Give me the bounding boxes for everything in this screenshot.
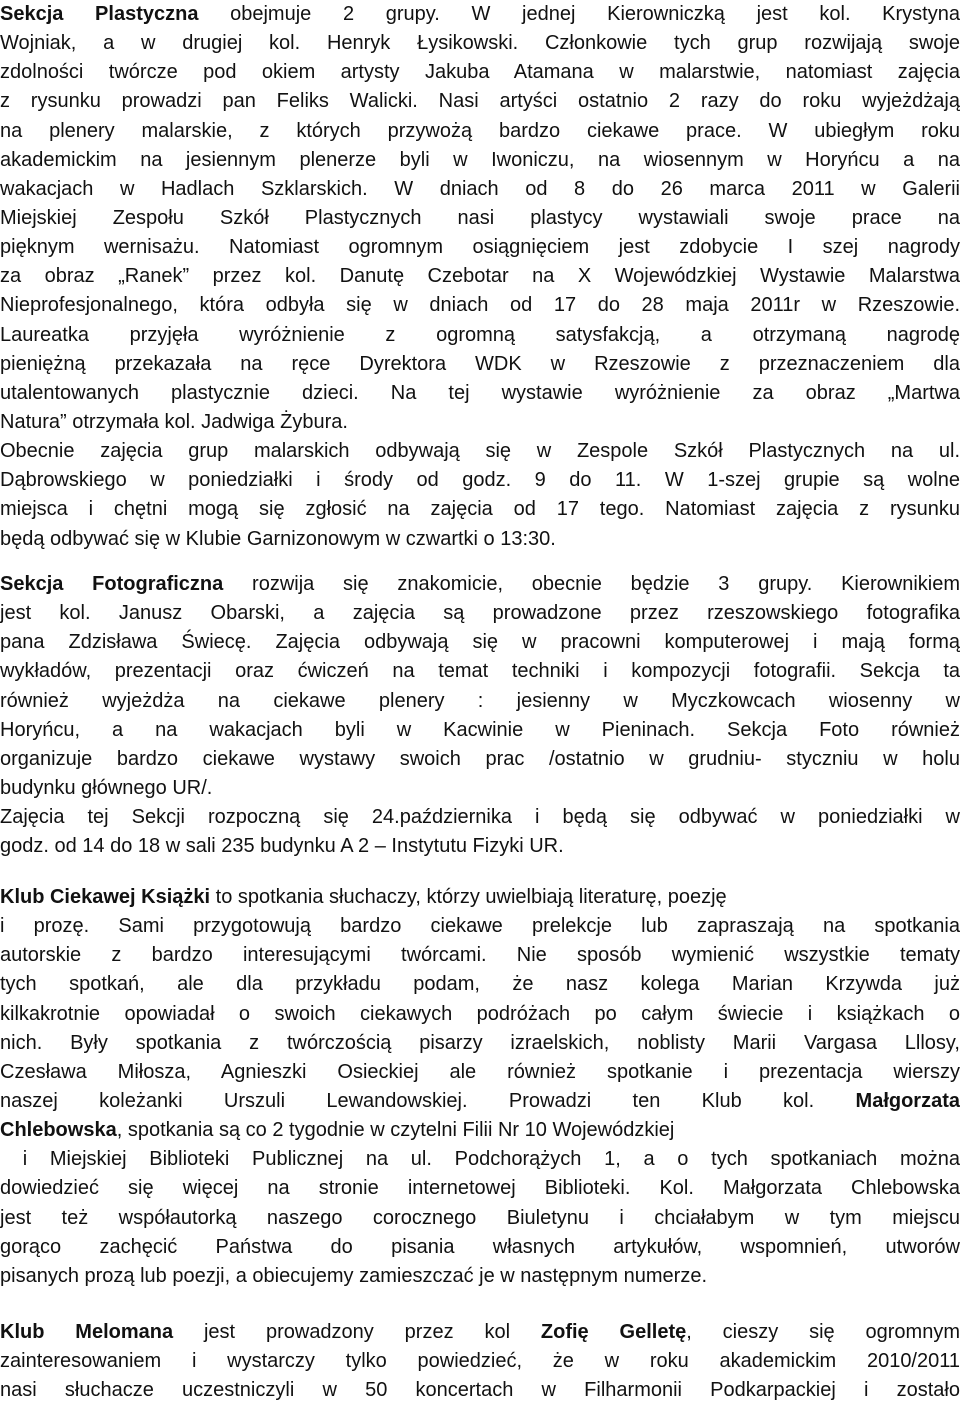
- text-line: [0, 437, 960, 466]
- text-line: [0, 117, 960, 146]
- text-line: [0, 970, 960, 999]
- text-run: i Miejskiej Biblioteki Publicznej na ul. Podchorążych 1, a o tych spotkaniach można: [0, 1148, 960, 1171]
- text-line: [0, 1174, 960, 1203]
- text-run: jest kol. Janusz Obarski, a zajęcia są prowadzone przez rzeszowskiego fotografika: [0, 602, 960, 625]
- text-run: godz. od 14 do 18 w sali 235 budynku A 2 – Instytutu Fizyki UR.: [0, 835, 564, 858]
- text-line: [0, 657, 960, 686]
- text-run: i prozę. Sami przygotowują bardzo ciekawe prelekcje lub zapraszają na spotkania: [0, 915, 960, 938]
- text-run: tych spotkań, ale dla przykładu podam, że nasz kolega Marian Krzywda już: [0, 973, 960, 996]
- text-run: również wyjeżdża na ciekawe plenery : jesienny w Myczkowcach wiosenny w: [0, 689, 960, 712]
- bold-phrase: Sekcja Fotograficzna: [0, 573, 224, 595]
- text-line: [0, 233, 960, 262]
- text-run: zainteresowaniem i wystarczy tylko powiedzieć, że w roku akademickim 2010/2011: [0, 1350, 960, 1373]
- text-line: [0, 1029, 960, 1058]
- text-run: pięknym wernisażu. Natomiast ogromnym osiągnięciem jest zdobycie I szej nagrody: [0, 236, 960, 259]
- text-line: [0, 1347, 960, 1376]
- text-run: Natura” otrzymała kol. Jadwiga Żybura.: [0, 410, 348, 433]
- text-line: [0, 687, 960, 716]
- paragraph-sekcja-fotograficzna: [0, 570, 960, 861]
- bold-phrase: Chlebowska: [0, 1119, 117, 1142]
- text-line: [0, 1262, 960, 1291]
- text-run: Wojniak, a w drugiej kol. Henryk Łysikowski. Członkowie tych grup rozwijają swoje: [0, 32, 960, 55]
- text-run: obejmuje 2 grupy. W jednej Kierowniczką jest kol. Krystyna: [198, 3, 960, 25]
- text-run: to spotkania słuchaczy, którzy uwielbiają literaturę, poezję: [210, 886, 727, 908]
- paragraph-klub-ciekawej-ksiazki: [0, 883, 960, 1291]
- bold-phrase: Małgorzata: [855, 1089, 960, 1112]
- text-line: [0, 1318, 960, 1347]
- text-line: [0, 941, 960, 970]
- text-run: Czesława Miłosza, Agnieszki Osieckiej ale również spotkanie i prezentacja wierszy: [0, 1060, 960, 1083]
- bold-phrase: Zofię Gelletę: [540, 1321, 687, 1343]
- text-line: [0, 321, 960, 350]
- text-run: Obecnie zajęcia grup malarskich odbywają się w Zespole Szkół Plastycznych na ul.: [0, 440, 960, 463]
- text-run: Horyńcu, a na wakacjach byli w Kacwinie w Pieninach. Sekcja Foto również: [0, 718, 960, 741]
- bold-phrase: Klub Ciekawej Książki: [0, 886, 211, 908]
- text-run: rozwija się znakomicie, obecnie będzie 3 grupy. Kierownikiem: [223, 573, 960, 595]
- text-line: [0, 1087, 960, 1116]
- text-run: organizuje bardzo ciekawe wystawy swoich prac /ostatnio w grudniu- styczniu w holu: [0, 747, 960, 770]
- bold-phrase: Sekcja Plastyczna: [0, 3, 199, 25]
- text-line: [0, 29, 960, 58]
- text-line: [0, 87, 960, 116]
- text-line: [0, 204, 960, 233]
- text-line: [0, 525, 960, 554]
- text-run: , cieszy się ogromnym: [686, 1321, 960, 1343]
- text-line: [0, 1000, 960, 1029]
- text-run: wakacjach w Hadlach Szklarskich. W dniach od 8 do 26 marca 2011 w Galerii: [0, 177, 960, 200]
- text-line: [0, 745, 960, 774]
- paragraph-sekcja-plastyczna: [0, 0, 960, 554]
- text-line: [0, 291, 960, 320]
- text-run: Miejskiej Zespołu Szkół Plastycznych nasi plastycy wystawiali swoje prace na: [0, 206, 960, 229]
- text-run: budynku głównego UR/.: [0, 776, 213, 799]
- text-run: będą odbywać się w Klubie Garnizonowym w czwartki o 13:30.: [0, 527, 556, 550]
- text-run: nich. Były spotkania z twórczością pisarzy izraelskich, noblisty Marii Vargasa Lllosy,: [0, 1031, 960, 1054]
- text-run: Dąbrowskiego w poniedziałki i środy od godz. 9 do 11. W 1-szej grupie są wolne: [0, 469, 960, 492]
- text-run: autorskie z bardzo interesującymi twórcami. Nie sposób wymienić wszystkie tematy: [0, 944, 960, 967]
- text-line: [0, 832, 960, 861]
- text-run: Laureatka przyjęła wyróżnienie z ogromną satysfakcją, a otrzymaną nagrodę: [0, 323, 960, 346]
- text-line: [0, 0, 960, 29]
- text-line: [0, 1376, 960, 1404]
- text-line: [0, 408, 960, 437]
- text-line: [0, 350, 960, 379]
- text-run: Nieprofesjonalnego, która odbyła się w dniach od 17 do 28 maja 2011r w Rzeszowie.: [0, 294, 960, 317]
- text-run: naszej koleżanki Urszuli Lewandowskiej. Prowadzi ten Klub kol.: [0, 1089, 856, 1112]
- bold-phrase: Klub Melomana: [0, 1321, 174, 1343]
- text-line: [0, 58, 960, 87]
- text-run: utalentowanych plastycznie dzieci. Na tej wystawie wyróżnienie za obraz „Martwa: [0, 381, 960, 404]
- text-run: akademickim na jesiennym plenerze byli w Iwoniczu, na wiosennym w Horyńcu a na: [0, 148, 960, 171]
- text-line: [0, 466, 960, 495]
- text-line: [0, 883, 960, 912]
- text-run: nasi słuchacze uczestniczyli w 50 koncertach w Filharmonii Podkarpackiej i zostało: [0, 1379, 960, 1402]
- text-line: [0, 1233, 960, 1262]
- text-line: [0, 379, 960, 408]
- text-run: miejsca i chętni mogą się zgłosić na zajęcia od 17 tego. Natomiast zajęcia z rysunku: [0, 498, 960, 521]
- text-line: [0, 1116, 960, 1145]
- text-run: na plenery malarskie, z których przywożą bardzo ciekawe prace. W ubiegłym roku: [0, 119, 960, 142]
- text-line: [0, 495, 960, 524]
- text-run: zdolności twórcze pod okiem artysty Jakuba Atamana w malarstwie, natomiast zajęcia: [0, 61, 960, 84]
- text-run: wykładów, prezentacji oraz ćwiczeń na temat techniki i kompozycji fotografii. Sekcja ta: [0, 660, 960, 683]
- text-line: [0, 1145, 960, 1174]
- text-line: [0, 1204, 960, 1233]
- text-run: jest prowadzony przez kol: [173, 1321, 541, 1343]
- text-run: pieniężną przekazała na ręce Dyrektora WDK w Rzeszowie z przeznaczeniem dla: [0, 352, 960, 375]
- text-line: [0, 803, 960, 832]
- text-run: gorąco zachęcić Państwa do pisania własnych artykułów, wspomnień, utworów: [0, 1235, 960, 1258]
- text-line: [0, 599, 960, 628]
- text-line: [0, 716, 960, 745]
- text-line: [0, 570, 960, 599]
- paragraph-klub-melomana: [0, 1318, 960, 1404]
- text-run: za obraz „Ranek” przez kol. Danutę Czebotar na X Wojewódzkiej Wystawie Malarstwa: [0, 265, 960, 288]
- text-run: , spotkania są co 2 tygodnie w czytelni Filii Nr 10 Wojewódzkiej: [116, 1119, 675, 1142]
- text-run: pana Zdzisława Świecę. Zajęcia odbywają się w pracowni komputerowej i mają formą: [0, 631, 960, 654]
- text-run: jest też współautorką naszego corocznego Biuletynu i chciałabym w tym miejscu: [0, 1206, 960, 1229]
- text-line: [0, 146, 960, 175]
- text-line: [0, 774, 960, 803]
- text-line: [0, 175, 960, 204]
- text-run: Zajęcia tej Sekcji rozpoczną się 24.października i będą się odbywać w poniedziałki w: [0, 806, 960, 829]
- text-line: [0, 912, 960, 941]
- text-line: [0, 1058, 960, 1087]
- text-run: dowiedzieć się więcej na stronie internetowej Biblioteki. Kol. Małgorzata Chlebowska: [0, 1177, 960, 1200]
- text-run: pisanych prozą lub poezji, a obiecujemy zamieszczać je w następnym numerze.: [0, 1264, 708, 1287]
- text-line: [0, 628, 960, 657]
- text-line: [0, 262, 960, 291]
- text-run: kilkakrotnie opowiadał o swoich ciekawych podróżach po całym świecie i książkach o: [0, 1002, 960, 1025]
- text-run: z rysunku prowadzi pan Feliks Walicki. Nasi artyści ostatnio 2 razy do roku wyjeżdżają: [0, 90, 960, 113]
